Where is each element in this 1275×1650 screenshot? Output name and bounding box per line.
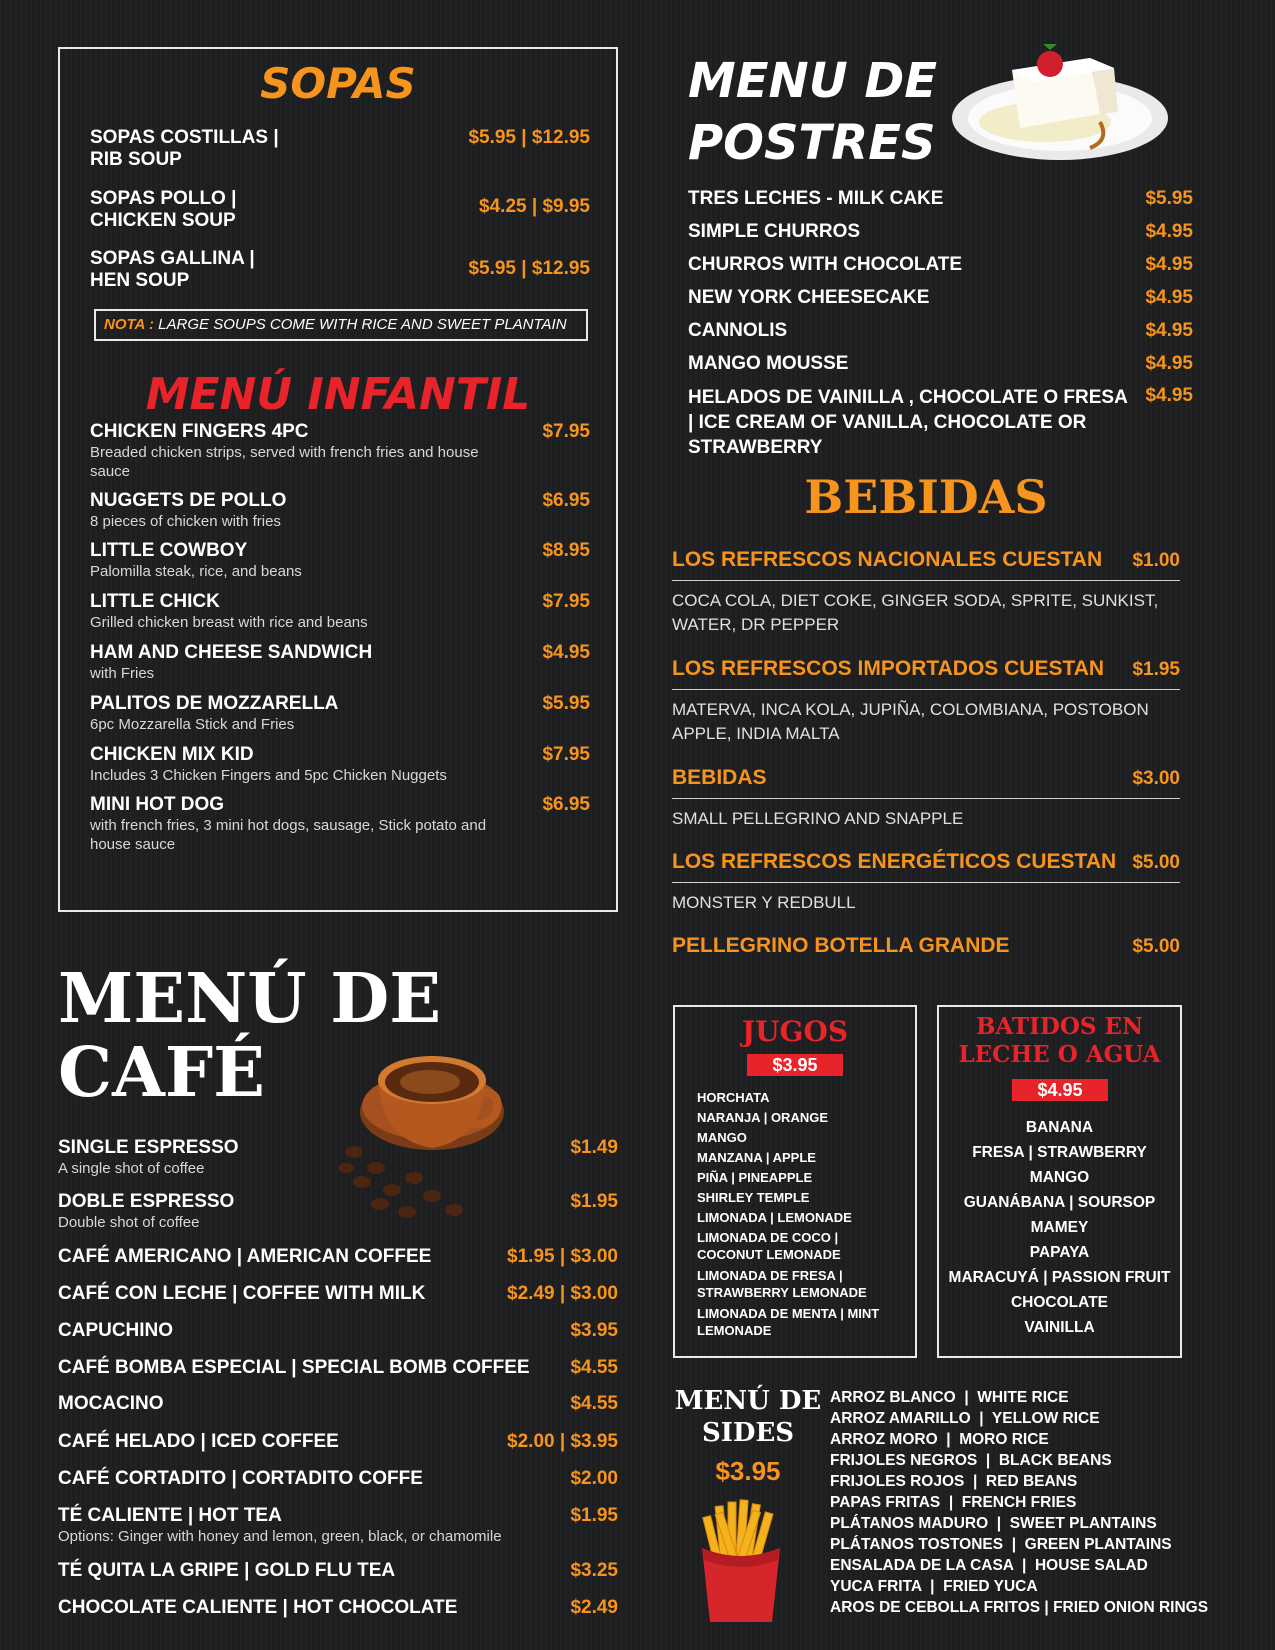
postres-title-line2: POSTRES [688,115,936,171]
item-description: Palomilla steak, rice, and beans [90,563,302,580]
item-price: $4.95 [1145,320,1193,341]
item-price: $2.00 [570,1468,618,1489]
item-name: DOBLE ESPRESSO [58,1191,235,1212]
jugo-item: SHIRLEY TEMPLE [697,1190,810,1205]
item-price: $5.95 | $12.95 [468,258,590,279]
side-item: FRIJOLES ROJOS | RED BEANS [830,1473,1078,1490]
item-name-en: RIB SOUP [90,149,182,170]
bebida-group-name: LOS REFRESCOS IMPORTADOS CUESTAN [672,657,1105,680]
side-item: ARROZ AMARILLO | YELLOW RICE [830,1410,1100,1427]
item-name: MINI HOT DOG [90,794,225,815]
menu-item [90,693,590,734]
item-name: CAFÉ CON LECHE | COFFEE WITH MILK [58,1283,426,1304]
jugo-item: LIMONADA DE COCO | COCONUT LEMONADE [697,1230,841,1262]
item-price: $5.95 [1145,188,1193,209]
menu-item [58,1393,618,1415]
bebida-group-header [672,850,1180,883]
item-price: $7.95 [542,591,590,612]
item-name: NEW YORK CHEESECAKE [688,287,930,308]
item-description: 6pc Mozzarella Stick and Fries [90,716,295,733]
item-name: CHICKEN FINGERS 4PC [90,421,309,442]
item-price: $3.95 [570,1320,618,1341]
jugo-item: LIMONADA | LEMONADE [697,1210,852,1225]
menu-item [688,221,1193,243]
item-name: NUGGETS DE POLLO [90,490,287,511]
menu-item [90,642,590,683]
jugos-price-tag: $3.95 [747,1054,843,1076]
menu-item [90,744,590,785]
item-price: $4.55 [570,1393,618,1414]
item-name: SOPAS COSTILLAS | [90,127,279,148]
item-name: CAPUCHINO [58,1320,174,1341]
jugo-item: LIMONADA DE FRESA | STRAWBERRY LEMONADE [697,1268,867,1300]
menu-item [58,1283,618,1305]
item-description: with french fries, 3 mini hot dogs, sausage, Stick potato and house sauce [90,817,487,853]
item-description: Includes 3 Chicken Fingers and 5pc Chicken Nuggets [90,767,447,784]
item-name: HAM AND CHEESE SANDWICH [90,642,373,663]
item-name: CAFÉ BOMBA ESPECIAL | SPECIAL BOMB COFFEE [58,1357,530,1378]
menu-item [688,320,1193,342]
item-name: SOPAS POLLO | [90,188,237,209]
item-price: $2.00 | $3.95 [507,1431,618,1452]
item-name: CHICKEN MIX KID [90,744,254,765]
bebida-group-header [672,766,1180,799]
sides-price: $3.95 [715,1456,781,1486]
item-price: $7.95 [542,744,590,765]
bebida-group-name: LOS REFRESCOS ENERGÉTICOS CUESTAN [672,850,1117,873]
item-description: 8 pieces of chicken with fries [90,513,281,530]
menu-item [688,385,1193,460]
item-name: SIMPLE CHURROS [688,221,861,242]
menu-item [58,1468,618,1490]
sides-title [672,1385,824,1449]
item-description: Options: Ginger with honey and lemon, green, black, or chamomile [58,1528,502,1545]
item-price: $4.55 [570,1357,618,1378]
batido-item: CHOCOLATE [1010,1294,1108,1311]
item-price: $5.95 [542,693,590,714]
item-price: $4.95 [1145,287,1193,308]
item-name: HELADOS DE VAINILLA , CHOCOLATE O FRESA | ICE CREAM OF VANILLA, CHOCOLATE OR STRAWBERRY [688,387,1128,458]
item-price: $1.95 | $3.00 [507,1246,618,1267]
sides-title-line2: SIDES [701,1418,795,1448]
item-price: $1.95 [570,1505,618,1526]
item-name: CHOCOLATE CALIENTE | HOT CHOCOLATE [58,1597,458,1618]
french-fries-image [696,1498,786,1623]
batidos-price-tag: $4.95 [1012,1079,1108,1101]
batido-item: MANGO [1029,1169,1090,1186]
item-price: $5.95 | $12.95 [468,127,590,148]
menu-item [90,248,590,292]
batido-item: MAMEY [1030,1219,1089,1236]
batido-item: FRESA | STRAWBERRY [972,1144,1147,1161]
item-description: Grilled chicken breast with rice and beans [90,614,368,631]
side-item: FRIJOLES NEGROS | BLACK BEANS [830,1452,1112,1469]
item-description: A single shot of coffee [58,1160,205,1177]
menu-item [58,1357,618,1379]
infantil-title: MENÚ INFANTIL [145,369,531,420]
side-item: PAPAS FRITAS | FRENCH FRIES [830,1494,1077,1511]
cafe-title-line2: CAFÉ [58,1033,265,1113]
menu-item [90,188,590,232]
side-item: PLÁTANOS MADURO | SWEET PLANTAINS [830,1515,1157,1532]
menu-item [58,1431,618,1453]
item-name: MANGO MOUSSE [688,353,849,374]
item-price: $4.95 [1145,254,1193,275]
item-name: TÉ CALIENTE | HOT TEA [58,1505,282,1526]
jugo-item: MANZANA | APPLE [697,1150,816,1165]
menu-item [58,1137,618,1178]
item-price: $8.95 [542,540,590,561]
jugo-item: MANGO [697,1130,747,1145]
bebida-group-price: $3.00 [1132,768,1180,789]
batidos-title-line1: BATIDOS EN [975,1013,1144,1040]
menu-item [90,490,590,531]
nota-label: NOTA : [104,316,154,333]
menu-item [688,188,1193,210]
bebida-group-items: COCA COLA, DIET COKE, GINGER SODA, SPRITE, SUNKIST, WATER, DR PEPPER [672,591,1159,634]
bebida-group-name: PELLEGRINO BOTELLA GRANDE [672,934,1010,957]
jugo-item: PIÑA | PINEAPPLE [697,1170,813,1185]
item-price: $4.25 | $9.95 [479,196,590,217]
bebidas-title: BEBIDAS [804,470,1048,524]
item-price: $1.95 [570,1191,618,1212]
item-name: SINGLE ESPRESSO [58,1137,239,1158]
bebida-group-price: $5.00 [1132,936,1180,957]
item-name: TRES LECHES - MILK CAKE [688,188,944,209]
jugo-item: HORCHATA [697,1090,770,1105]
menu-item [90,540,590,581]
jugo-item: NARANJA | ORANGE [697,1110,828,1125]
nota-text: LARGE SOUPS COME WITH RICE AND SWEET PLANTAIN [158,316,567,333]
item-price: $2.49 [570,1597,618,1618]
batidos-title [939,1013,1180,1069]
menu-item [58,1246,618,1268]
side-item: AROS DE CEBOLLA FRITOS | FRIED ONION RINGS [830,1599,1209,1616]
bebida-group-header [672,934,1180,966]
menu-item [58,1505,618,1546]
item-price: $1.49 [570,1137,618,1158]
bebida-group-name: LOS REFRESCOS NACIONALES CUESTAN [672,548,1103,571]
bebida-group-price: $1.00 [1132,550,1180,571]
bebida-group-price: $5.00 [1132,852,1180,873]
menu-item [58,1191,618,1232]
side-item: YUCA FRITA | FRIED YUCA [830,1578,1038,1595]
menu-item [90,127,590,171]
postres-title [688,50,937,174]
item-name: TÉ QUITA LA GRIPE | GOLD FLU TEA [58,1560,396,1581]
nota-box [94,309,588,341]
item-name-en: HEN SOUP [90,270,190,291]
item-name: CHURROS WITH CHOCOLATE [688,254,963,275]
bebida-group-header [672,657,1180,690]
item-price: $4.95 [1145,385,1193,406]
batido-item: GUANÁBANA | SOURSOP [963,1194,1156,1211]
menu-item [90,591,590,632]
bebida-group-items: SMALL PELLEGRINO AND SNAPPLE [672,809,964,828]
side-item: ARROZ BLANCO | WHITE RICE [830,1389,1069,1406]
sopas-infantil-panel [58,47,618,912]
item-name: MOCACINO [58,1393,164,1414]
batido-item: BANANA [1025,1119,1094,1136]
item-name-en: CHICKEN SOUP [90,210,236,231]
bebida-group-price: $1.95 [1132,659,1180,680]
item-name: SOPAS GALLINA | [90,248,255,269]
item-price: $6.95 [542,794,590,815]
bebida-group-items: MATERVA, INCA KOLA, JUPIÑA, COLOMBIANA, POSTOBON APPLE, INDIA MALTA [672,700,1149,743]
item-name: CAFÉ CORTADITO | CORTADITO COFFE [58,1468,423,1489]
sides-title-line1: MENÚ DE [674,1386,822,1416]
menu-item [58,1320,618,1342]
batido-item: PAPAYA [1029,1244,1090,1261]
sopas-title: SOPAS [260,59,416,108]
bebida-group-header [672,548,1180,581]
item-price: $2.49 | $3.00 [507,1283,618,1304]
menu-item [90,794,590,854]
item-name: LITTLE COWBOY [90,540,248,561]
item-name: CAFÉ HELADO | ICED COFFEE [58,1431,339,1452]
batidos-panel [937,1005,1182,1358]
item-price: $3.25 [570,1560,618,1581]
jugos-title: JUGOS [741,1015,849,1048]
item-name: CANNOLIS [688,320,788,341]
cake-plate-image [950,40,1170,165]
item-name: CAFÉ AMERICANO | AMERICAN COFFEE [58,1246,432,1267]
cafe-title-line1: MENÚ DE [58,959,442,1039]
menu-item [58,1597,618,1619]
side-item: ENSALADA DE LA CASA | HOUSE SALAD [830,1557,1148,1574]
menu-item [688,254,1193,276]
item-description: Breaded chicken strips, served with french fries and house sauce [90,444,479,480]
item-price: $4.95 [542,642,590,663]
batido-item: VAINILLA [1024,1319,1095,1336]
side-item: PLÁTANOS TOSTONES | GREEN PLANTAINS [830,1536,1172,1553]
item-price: $4.95 [1145,221,1193,242]
bebida-group-name: BEBIDAS [672,766,767,789]
item-price: $6.95 [542,490,590,511]
item-price: $4.95 [1145,353,1193,374]
item-price: $7.95 [542,421,590,442]
postres-title-line1: MENU DE [688,53,938,109]
bebida-group-items: MONSTER Y REDBULL [672,893,856,912]
item-name: LITTLE CHICK [90,591,220,612]
item-description: Double shot of coffee [58,1214,200,1231]
menu-item [688,287,1193,309]
item-description: with Fries [90,665,155,682]
batidos-title-line2: LECHE O AGUA [958,1041,1161,1068]
menu-item [90,421,590,481]
jugo-item: LIMONADA DE MENTA | MINT LEMONADE [697,1306,880,1338]
jugos-panel [673,1005,917,1358]
side-item: ARROZ MORO | MORO RICE [830,1431,1049,1448]
menu-item [688,353,1193,375]
menu-item [58,1560,618,1582]
batido-item: MARACUYÁ | PASSION FRUIT [948,1269,1171,1286]
item-name: PALITOS DE MOZZARELLA [90,693,339,714]
